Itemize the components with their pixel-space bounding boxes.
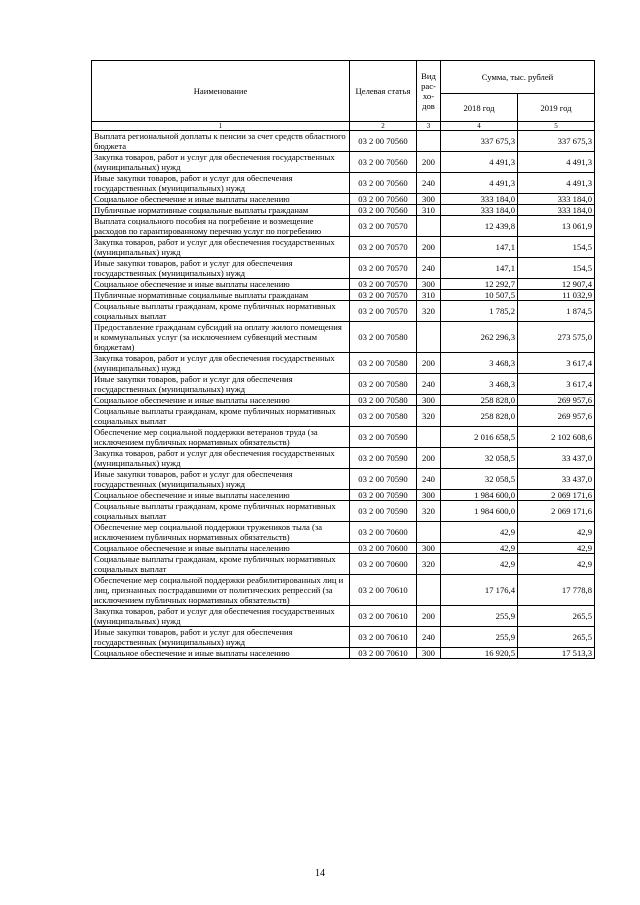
row-2018: 333 184,0 <box>441 205 518 216</box>
row-code: 03 2 00 70580 <box>350 322 417 353</box>
row-vid <box>417 216 441 237</box>
row-2018: 258 828,0 <box>441 406 518 427</box>
row-name: Обеспечение мер социальной поддержки ветеранов труда (за исключением публичных нормативных обязательств) <box>92 427 350 448</box>
table-row <box>92 237 595 258</box>
row-name: Социальные выплаты гражданам, кроме публичных нормативных социальных выплат <box>92 501 350 522</box>
row-name: Социальные выплаты гражданам, кроме публичных нормативных социальных выплат <box>92 406 350 427</box>
row-name: Публичные нормативные социальные выплаты гражданам <box>92 205 350 216</box>
row-2018: 337 675,3 <box>441 131 518 152</box>
row-name: Обеспечение мер социальной поддержки тружеников тыла (за исключением публичных нормативных обязательств) <box>92 522 350 543</box>
row-vid: 300 <box>417 194 441 205</box>
row-2018: 42,9 <box>441 522 518 543</box>
table-row <box>92 469 595 490</box>
row-2018: 1 785,2 <box>441 301 518 322</box>
row-code: 03 2 00 70570 <box>350 258 417 279</box>
table-row <box>92 395 595 406</box>
row-code: 03 2 00 70560 <box>350 173 417 194</box>
row-vid: 320 <box>417 301 441 322</box>
row-2018: 3 468,3 <box>441 374 518 395</box>
row-2018: 32 058,5 <box>441 448 518 469</box>
row-code: 03 2 00 70600 <box>350 543 417 554</box>
row-name: Социальное обеспечение и иные выплаты населению <box>92 543 350 554</box>
row-2019: 154,5 <box>518 237 595 258</box>
row-code: 03 2 00 70560 <box>350 152 417 173</box>
row-name: Социальное обеспечение и иные выплаты населению <box>92 279 350 290</box>
row-2018: 32 058,5 <box>441 469 518 490</box>
row-2018: 16 920,5 <box>441 648 518 659</box>
row-2019: 17 778,8 <box>518 575 595 606</box>
table-row <box>92 290 595 301</box>
row-name: Закупка товаров, работ и услуг для обеспечения государственных (муниципальных) нужд <box>92 152 350 173</box>
row-2018: 4 491,3 <box>441 152 518 173</box>
row-2019: 269 957,6 <box>518 395 595 406</box>
row-name: Иные закупки товаров, работ и услуг для обеспечения государственных (муниципальных) нужд <box>92 173 350 194</box>
row-name: Обеспечение мер социальной поддержки реабилитированных лиц и лиц, признанных пострадавшими от политических репрессий (за исключением публичных нормативных обязательств) <box>92 575 350 606</box>
row-code: 03 2 00 70580 <box>350 353 417 374</box>
row-name: Иные закупки товаров, работ и услуг для обеспечения государственных (муниципальных) нужд <box>92 374 350 395</box>
table-row <box>92 194 595 205</box>
row-vid: 320 <box>417 406 441 427</box>
row-name: Иные закупки товаров, работ и услуг для обеспечения государственных (муниципальных) нужд <box>92 258 350 279</box>
row-2018: 2 016 658,5 <box>441 427 518 448</box>
row-2019: 3 617,4 <box>518 353 595 374</box>
header-code: Целевая статья <box>350 61 417 122</box>
row-code: 03 2 00 70610 <box>350 648 417 659</box>
row-2018: 42,9 <box>441 554 518 575</box>
row-2019: 42,9 <box>518 522 595 543</box>
row-name: Публичные нормативные социальные выплаты гражданам <box>92 290 350 301</box>
column-number: 4 <box>441 122 518 131</box>
row-vid: 240 <box>417 374 441 395</box>
table-row <box>92 301 595 322</box>
row-vid: 240 <box>417 173 441 194</box>
row-code: 03 2 00 70570 <box>350 237 417 258</box>
table-row <box>92 205 595 216</box>
row-2018: 1 984 600,0 <box>441 501 518 522</box>
row-vid: 200 <box>417 237 441 258</box>
budget-table <box>91 60 595 659</box>
row-2018: 10 507,5 <box>441 290 518 301</box>
row-vid <box>417 131 441 152</box>
row-2019: 337 675,3 <box>518 131 595 152</box>
row-name: Выплата региональной доплаты к пенсии за счет средств областного бюджета <box>92 131 350 152</box>
row-vid: 300 <box>417 279 441 290</box>
row-2018: 255,9 <box>441 627 518 648</box>
column-number: 5 <box>518 122 595 131</box>
row-code: 03 2 00 70570 <box>350 216 417 237</box>
row-2018: 1 984 600,0 <box>441 490 518 501</box>
row-2019: 2 102 608,6 <box>518 427 595 448</box>
row-2019: 4 491,3 <box>518 152 595 173</box>
row-2018: 262 296,3 <box>441 322 518 353</box>
row-code: 03 2 00 70560 <box>350 194 417 205</box>
row-2018: 147,1 <box>441 237 518 258</box>
row-2019: 2 069 171,6 <box>518 501 595 522</box>
row-2019: 1 874,5 <box>518 301 595 322</box>
row-vid: 240 <box>417 258 441 279</box>
row-code: 03 2 00 70590 <box>350 427 417 448</box>
row-code: 03 2 00 70610 <box>350 575 417 606</box>
row-vid: 200 <box>417 152 441 173</box>
row-2019: 265,5 <box>518 627 595 648</box>
row-2018: 255,9 <box>441 606 518 627</box>
page-number: 14 <box>315 868 325 879</box>
row-vid: 300 <box>417 490 441 501</box>
row-2019: 2 069 171,6 <box>518 490 595 501</box>
row-vid: 300 <box>417 648 441 659</box>
header-2019: 2019 год <box>518 94 595 122</box>
table-row <box>92 353 595 374</box>
row-2019: 13 061,9 <box>518 216 595 237</box>
table-row <box>92 575 595 606</box>
row-name: Социальное обеспечение и иные выплаты населению <box>92 194 350 205</box>
row-2019: 273 575,0 <box>518 322 595 353</box>
table-row <box>92 322 595 353</box>
row-2018: 147,1 <box>441 258 518 279</box>
row-2019: 12 907,4 <box>518 279 595 290</box>
row-2018: 4 491,3 <box>441 173 518 194</box>
row-code: 03 2 00 70610 <box>350 606 417 627</box>
row-code: 03 2 00 70570 <box>350 290 417 301</box>
table-row <box>92 427 595 448</box>
table-row <box>92 216 595 237</box>
row-name: Социальное обеспечение и иные выплаты населению <box>92 648 350 659</box>
row-2019: 269 957,6 <box>518 406 595 427</box>
table-row <box>92 131 595 152</box>
row-2019: 4 491,3 <box>518 173 595 194</box>
row-2019: 154,5 <box>518 258 595 279</box>
table-row <box>92 606 595 627</box>
row-code: 03 2 00 70570 <box>350 301 417 322</box>
row-name: Выплата социального пособия на погребение и возмещение расходов по гарантированному перечню услуг по погребению <box>92 216 350 237</box>
row-vid: 300 <box>417 543 441 554</box>
row-name: Закупка товаров, работ и услуг для обеспечения государственных (муниципальных) нужд <box>92 606 350 627</box>
row-vid <box>417 322 441 353</box>
row-2019: 265,5 <box>518 606 595 627</box>
header-name: Наименование <box>92 61 350 122</box>
column-numbers-row <box>92 122 595 131</box>
row-2019: 3 617,4 <box>518 374 595 395</box>
table-row <box>92 279 595 290</box>
table-row <box>92 522 595 543</box>
table-row <box>92 501 595 522</box>
row-2019: 33 437,0 <box>518 448 595 469</box>
header-vid: Вид рас-хо-дов <box>417 61 441 122</box>
table-row <box>92 554 595 575</box>
table-row <box>92 173 595 194</box>
row-2018: 17 176,4 <box>441 575 518 606</box>
table-row <box>92 152 595 173</box>
row-code: 03 2 00 70580 <box>350 395 417 406</box>
row-name: Закупка товаров, работ и услуг для обеспечения государственных (муниципальных) нужд <box>92 353 350 374</box>
row-vid: 200 <box>417 353 441 374</box>
column-number: 3 <box>417 122 441 131</box>
row-vid <box>417 522 441 543</box>
table-row <box>92 258 595 279</box>
row-2019: 33 437,0 <box>518 469 595 490</box>
row-name: Социальные выплаты гражданам, кроме публичных нормативных социальных выплат <box>92 554 350 575</box>
row-code: 03 2 00 70590 <box>350 490 417 501</box>
row-code: 03 2 00 70580 <box>350 374 417 395</box>
row-code: 03 2 00 70600 <box>350 554 417 575</box>
row-vid: 310 <box>417 290 441 301</box>
row-2018: 3 468,3 <box>441 353 518 374</box>
row-name: Иные закупки товаров, работ и услуг для обеспечения государственных (муниципальных) нужд <box>92 627 350 648</box>
row-code: 03 2 00 70560 <box>350 131 417 152</box>
table-row <box>92 543 595 554</box>
row-2018: 12 439,8 <box>441 216 518 237</box>
row-code: 03 2 00 70580 <box>350 406 417 427</box>
row-vid: 310 <box>417 205 441 216</box>
column-number: 1 <box>92 122 350 131</box>
row-name: Социальные выплаты гражданам, кроме публичных нормативных социальных выплат <box>92 301 350 322</box>
table-row <box>92 448 595 469</box>
row-2019: 11 032,9 <box>518 290 595 301</box>
header-2018: 2018 год <box>441 94 518 122</box>
row-code: 03 2 00 70590 <box>350 469 417 490</box>
row-name: Закупка товаров, работ и услуг для обеспечения государственных (муниципальных) нужд <box>92 448 350 469</box>
row-vid: 320 <box>417 554 441 575</box>
row-vid: 200 <box>417 448 441 469</box>
table-row <box>92 490 595 501</box>
row-vid <box>417 427 441 448</box>
table-row <box>92 627 595 648</box>
row-name: Закупка товаров, работ и услуг для обеспечения государственных (муниципальных) нужд <box>92 237 350 258</box>
row-code: 03 2 00 70610 <box>350 627 417 648</box>
row-2019: 333 184,0 <box>518 205 595 216</box>
row-vid: 300 <box>417 395 441 406</box>
row-2019: 333 184,0 <box>518 194 595 205</box>
table-row <box>92 648 595 659</box>
row-code: 03 2 00 70560 <box>350 205 417 216</box>
row-name: Социальное обеспечение и иные выплаты населению <box>92 395 350 406</box>
row-2018: 333 184,0 <box>441 194 518 205</box>
row-vid: 200 <box>417 606 441 627</box>
row-name: Социальное обеспечение и иные выплаты населению <box>92 490 350 501</box>
row-2019: 17 513,3 <box>518 648 595 659</box>
row-2018: 258 828,0 <box>441 395 518 406</box>
row-code: 03 2 00 70600 <box>350 522 417 543</box>
row-2018: 12 292,7 <box>441 279 518 290</box>
row-code: 03 2 00 70570 <box>350 279 417 290</box>
column-number: 2 <box>350 122 417 131</box>
row-vid <box>417 575 441 606</box>
row-name: Предоставление гражданам субсидий на оплату жилого помещения и коммунальных услуг (за исключением субвенций местным бюджетам) <box>92 322 350 353</box>
row-vid: 240 <box>417 469 441 490</box>
row-code: 03 2 00 70590 <box>350 501 417 522</box>
row-name: Иные закупки товаров, работ и услуг для обеспечения государственных (муниципальных) нужд <box>92 469 350 490</box>
table-row <box>92 406 595 427</box>
header-sum: Сумма, тыс. рублей <box>441 61 595 94</box>
row-vid: 240 <box>417 627 441 648</box>
row-vid: 320 <box>417 501 441 522</box>
row-2019: 42,9 <box>518 543 595 554</box>
table-row <box>92 374 595 395</box>
row-code: 03 2 00 70590 <box>350 448 417 469</box>
row-2019: 42,9 <box>518 554 595 575</box>
row-2018: 42,9 <box>441 543 518 554</box>
